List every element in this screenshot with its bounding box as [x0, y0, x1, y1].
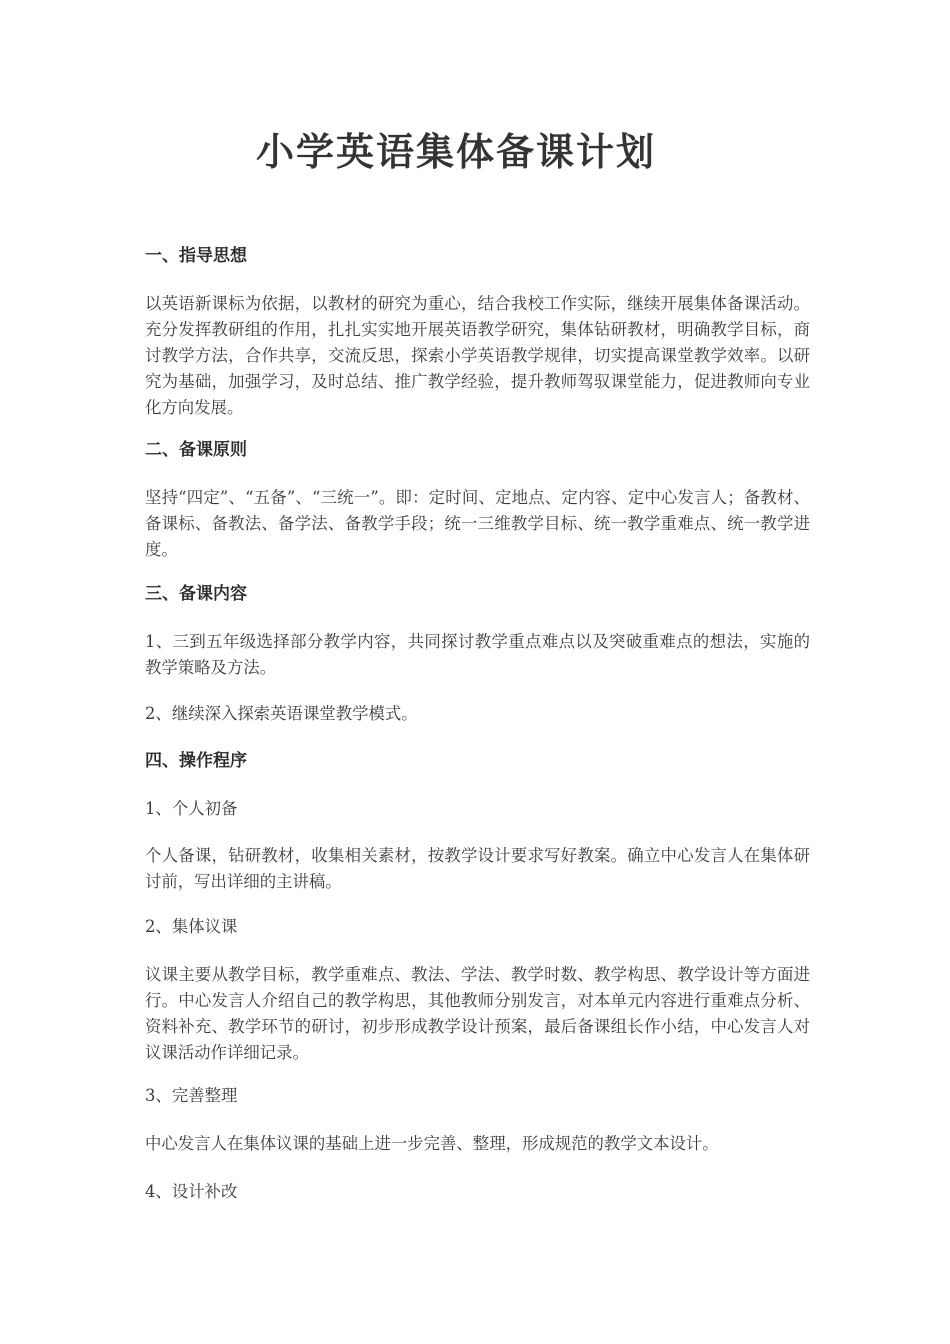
- step-label: 2、集体议课: [145, 917, 238, 936]
- section-heading-content: 三、备课内容: [145, 584, 247, 604]
- step-label: 4、设计补改: [145, 1182, 238, 1201]
- section-paragraph: 1、三到五年级选择部分教学内容，共同探讨教学重点难点以及突破重难点的想法，实施的教学策略及方法。: [145, 632, 810, 677]
- section-paragraph: 2、继续深入探索英语课堂教学模式。: [145, 704, 418, 723]
- step-label: 3、完善整理: [145, 1086, 238, 1105]
- step-paragraph: 个人备课，钻研教材，收集相关素材，按教学设计要求写好教案。确立中心发言人在集体研讨前，写出详细的主讲稿。: [145, 846, 810, 891]
- section-paragraph: 坚持“四定”、“五备”、“三统一”。即：定时间、定地点、定内容、定中心发言人；备教材、备课标、备教法、备学法、备教学手段；统一三维教学目标、统一教学重难点、统一教学进度。: [145, 488, 810, 559]
- step-paragraph: 中心发言人在集体议课的基础上进一步完善、整理，形成规范的教学文本设计。: [145, 1134, 719, 1153]
- section-heading-guiding-thought: 一、指导思想: [145, 246, 247, 266]
- section-heading-procedure: 四、操作程序: [145, 751, 247, 771]
- section-heading-principles: 二、备课原则: [145, 440, 247, 460]
- document-title: 小学英语集体备课计划: [255, 129, 656, 174]
- section-paragraph: 以英语新课标为依据，以教材的研究为重心，结合我校工作实际，继续开展集体备课活动。充分发挥教研组的作用，扎扎实实地开展英语教学研究，集体钻研教材，明确教学目标，商讨教学方法，合作共享，交流反思，探索小学英语教学规律，切实提高课堂教学效率。以研究为基础，加强学习，及时总结、推广教学经验，提升教师驾驭课堂能力，促进教师向专业化方向发展。: [145, 294, 810, 417]
- step-label: 1、个人初备: [145, 799, 238, 818]
- step-paragraph: 议课主要从教学目标，教学重难点、教法、学法、教学时数、教学构思、教学设计等方面进行。中心发言人介绍自己的教学构思，其他教师分别发言，对本单元内容进行重难点分析、资料补充、教学环节的研讨，初步形成教学设计预案，最后备课组长作小结，中心发言人对议课活动作详细记录。: [145, 965, 810, 1062]
